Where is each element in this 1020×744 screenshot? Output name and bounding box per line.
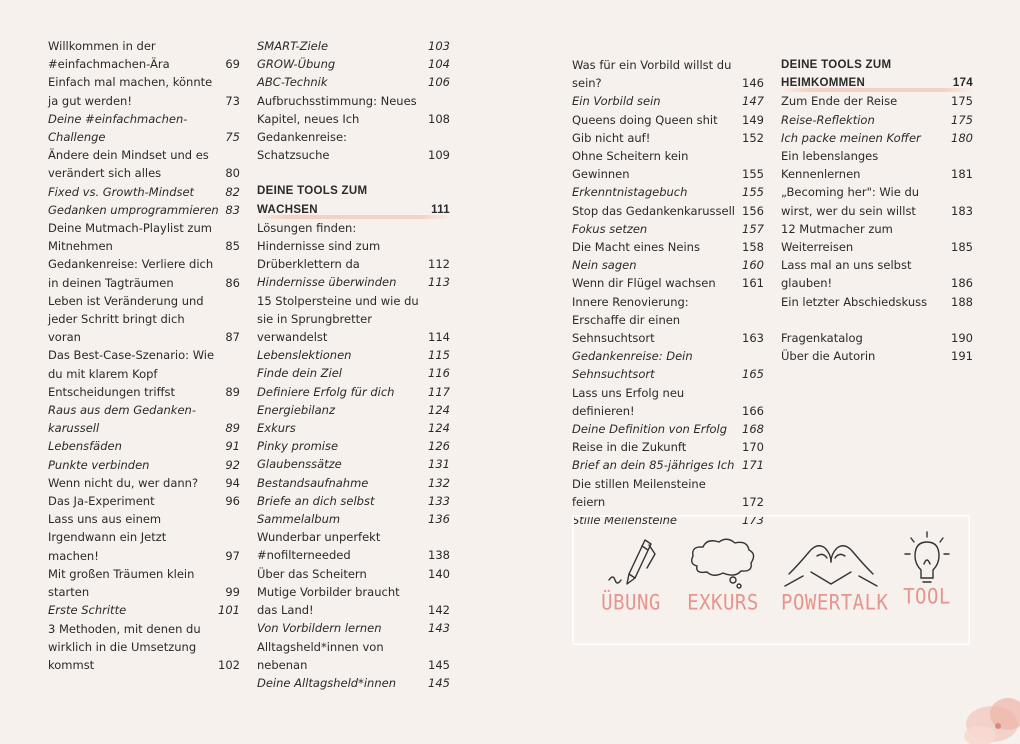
toc-column-2	[257, 37, 450, 692]
toc-entry	[257, 401, 450, 419]
flower-decoration	[960, 684, 1020, 744]
toc-entry-page: 188	[951, 294, 973, 309]
toc-entry-page: 108	[428, 111, 450, 126]
toc-entry	[781, 183, 973, 219]
toc-entry-title: „Becoming her": Wie du wirst, wer du sein willst	[781, 185, 920, 218]
toc-entry-page: 102	[218, 657, 240, 672]
toc-entry-title: Hindernisse überwinden	[257, 275, 397, 290]
toc-entry-title: Von Vorbildern lernen	[257, 621, 382, 636]
legend-item-tool	[899, 528, 955, 608]
toc-entry-title: Sammelalbum	[257, 512, 341, 527]
toc-entry-page: 89	[225, 384, 240, 399]
toc-entry	[572, 256, 764, 274]
toc-entry-page: 181	[951, 167, 973, 182]
toc-entry-page: 171	[742, 458, 764, 473]
toc-entry-title: Alltagsheld*innen von nebenan	[257, 639, 384, 672]
toc-entry	[48, 201, 240, 219]
toc-entry-page: 180	[951, 130, 973, 145]
toc-entry	[257, 73, 450, 91]
toc-entry-title: SMART-Ziele	[257, 39, 329, 53]
toc-entry-title: Deine Definition von Erfolg	[572, 422, 728, 437]
toc-entry-title: Zum Ende der Reise	[781, 94, 898, 109]
toc-entry	[572, 183, 764, 201]
toc-entry-page: 99	[225, 585, 240, 600]
toc-entry	[48, 255, 240, 291]
legend-label: POWERTALK	[781, 590, 889, 616]
toc-entry-title: Gedankenreise: Schatzsuche	[257, 130, 347, 163]
toc-entry-page: 73	[225, 93, 240, 108]
toc-entry-page: 92	[225, 457, 240, 472]
toc-entry	[257, 674, 450, 692]
toc-entry-title: Wunderbar unperfekt #nofilterneeded	[257, 530, 381, 563]
toc-entry-page: 146	[742, 76, 764, 91]
toc-entry	[572, 475, 764, 511]
toc-entry-page: 166	[742, 403, 764, 418]
toc-entry-page: 83	[225, 202, 240, 217]
toc-entry-page: 111	[431, 203, 450, 216]
toc-entry-page: 85	[225, 239, 240, 254]
toc-entry-title: Nein sagen	[572, 258, 637, 273]
toc-entry-title: Deine Alltagsheld*innen	[257, 675, 396, 690]
toc-entry	[48, 456, 240, 474]
toc-entry-page: 185	[951, 240, 973, 255]
toc-entry-title: Stille Meilensteine	[572, 513, 678, 528]
toc-entry-title: 15 Stolpersteine und wie du sie in Sprungbretter verwandelst	[257, 293, 419, 345]
toc-entry	[257, 346, 450, 364]
toc-entry-title: Fixed vs. Growth-Mindset	[48, 184, 195, 199]
toc-entry	[257, 492, 450, 510]
toc-entry-title: Aufbruchsstimmung: Neues Kapitel, neues Ich	[257, 93, 417, 126]
heart-hands-icon	[781, 534, 881, 592]
legend-label: ÜBUNG	[601, 590, 661, 616]
toc-entry-title: Gedanken umprogrammieren	[48, 202, 219, 217]
toc-entry	[572, 347, 764, 383]
toc-entry-title: Leben ist Veränderung und jeder Schritt bringt dich voran	[48, 293, 204, 345]
toc-entry-page: 155	[742, 185, 764, 200]
toc-entry-title: Die Macht eines Neins	[572, 240, 700, 255]
toc-entry-page: 133	[428, 493, 450, 508]
toc-entry-page: 136	[428, 512, 450, 527]
toc-entry	[257, 92, 450, 128]
toc-entry-page: 69	[225, 57, 240, 72]
toc-entry	[257, 37, 450, 55]
toc-entry-page: 138	[428, 548, 450, 563]
toc-entry-title: Gib nicht auf!	[572, 130, 651, 145]
toc-entry-page: 112	[428, 257, 450, 272]
toc-entry	[572, 456, 764, 474]
toc-entry-page: 75	[225, 130, 240, 145]
toc-entry	[572, 420, 764, 438]
toc-entry	[257, 273, 450, 291]
toc-entry	[257, 55, 450, 73]
thought-cloud-icon	[683, 534, 763, 592]
toc-entry	[572, 129, 764, 147]
toc-entry-title: Reise-Reflektion	[781, 112, 875, 127]
toc-entry-page: 165	[742, 367, 764, 382]
toc-entry-page: 140	[428, 566, 450, 581]
toc-entry	[48, 565, 240, 601]
toc-entry-title: Wenn dir Flügel wachsen	[572, 276, 716, 291]
toc-entry-title: Pinky promise	[257, 439, 339, 454]
toc-entry-title: Stop das Gedankenkarussell	[572, 203, 735, 218]
toc-entry-title: Das Ja-Experiment	[48, 494, 155, 509]
toc-entry	[572, 238, 764, 256]
toc-entry	[257, 474, 450, 492]
toc-entry-page: 175	[951, 94, 973, 109]
toc-entry-page: 158	[742, 240, 764, 255]
toc-entry	[781, 92, 973, 110]
toc-entry-page: 191	[951, 349, 973, 364]
toc-entry	[572, 111, 764, 129]
toc-entry	[781, 111, 973, 129]
toc-entry-title: Wenn nicht du, wer dann?	[48, 475, 199, 490]
toc-entry	[257, 583, 450, 619]
toc-entry	[572, 384, 764, 420]
toc-entry-page: 170	[742, 440, 764, 455]
toc-entry-title: Das Best-Case-Szenario: Wie du mit klarem Kopf Entscheidungen triffst	[48, 348, 215, 399]
toc-entry-title: Deine #einfachmachen-Challenge	[48, 111, 188, 145]
toc-entry-title: Über das Scheitern	[257, 566, 367, 581]
toc-entry-title: Queens doing Queen shit	[572, 112, 718, 127]
toc-entry-title: Was für ein Vorbild willst du sein?	[572, 58, 732, 91]
legend-item-exkurs	[683, 534, 763, 614]
toc-entry-page: 82	[225, 184, 240, 199]
toc-entry-title: Raus aus dem Gedanken-karussell	[48, 403, 196, 436]
toc-entry-page: 116	[428, 366, 450, 381]
toc-entry-title: Reise in die Zukunft	[572, 440, 687, 455]
toc-entry-page: 186	[951, 276, 973, 291]
toc-entry-page: 94	[225, 475, 240, 490]
toc-entry-page: 132	[428, 475, 450, 490]
toc-entry-title: Ein Vorbild sein	[572, 94, 661, 109]
toc-entry-title: DEINE TOOLS ZUM HEIMKOMMEN	[781, 59, 892, 90]
toc-entry-page: 101	[218, 603, 240, 618]
toc-entry	[781, 329, 973, 347]
toc-entry-title: GROW-Übung	[257, 57, 336, 72]
toc-entry-page: 183	[951, 203, 973, 218]
legend-label: TOOL	[903, 584, 951, 610]
toc-entry	[572, 202, 764, 220]
toc-entry-title: Fokus setzen	[572, 221, 648, 236]
toc-entry	[48, 183, 240, 201]
toc-entry-title: ABC-Technik	[257, 75, 328, 90]
toc-entry	[48, 437, 240, 455]
toc-entry	[257, 383, 450, 401]
toc-entry	[48, 346, 240, 401]
toc-entry	[48, 401, 240, 437]
toc-entry-page: 89	[225, 421, 240, 436]
toc-entry-page: 173	[742, 513, 764, 528]
toc-entry-page: 109	[428, 148, 450, 163]
toc-entry-title: Gedankenreise: Verliere dich in deinen Tagträumen	[48, 257, 214, 290]
toc-entry-title: Erste Schritte	[48, 603, 127, 618]
toc-entry-page: 156	[742, 203, 764, 218]
toc-entry	[572, 56, 764, 92]
toc-entry-title: Ein lebenslanges Kennenlernen	[781, 149, 879, 182]
toc-entry-page: 115	[428, 348, 450, 363]
toc-entry-title: Lass uns Erfolg neu definieren!	[572, 385, 685, 418]
toc-column-4	[781, 56, 973, 365]
toc-entry-page: 160	[742, 258, 764, 273]
toc-entry	[572, 147, 764, 183]
toc-entry	[257, 128, 450, 164]
toc-entry-title: Willkommen in der #einfachmachen-Ära	[48, 39, 170, 72]
toc-entry-title: Über die Autorin	[781, 349, 876, 364]
toc-entry-title: Lösungen finden: Hindernisse sind zum Drüberklettern da	[257, 220, 381, 272]
toc-entry-title: Erkenntnistagebuch	[572, 185, 688, 200]
toc-section-heading	[781, 56, 973, 92]
toc-entry	[781, 129, 973, 147]
toc-entry	[48, 510, 240, 565]
toc-entry	[257, 528, 450, 564]
toc-entry-page: 175	[951, 112, 973, 127]
toc-entry-page: 124	[428, 402, 450, 417]
toc-entry-page: 96	[225, 494, 240, 509]
toc-entry-page: 145	[428, 657, 450, 672]
toc-entry-page: 145	[428, 675, 450, 690]
toc-entry	[257, 510, 450, 528]
toc-entry-title: Innere Renovierung: Erschaffe dir einen Sehnsuchtsort	[572, 294, 689, 346]
toc-entry-title: Lebensfäden	[48, 439, 122, 454]
toc-entry-page: 114	[428, 330, 450, 345]
toc-entry-title: Finde dein Ziel	[257, 366, 342, 381]
toc-entry-title: Bestandsaufnahme	[257, 475, 369, 490]
toc-entry-title: Ändere dein Mindset und es verändert sich alles	[48, 148, 209, 181]
toc-entry-page: 163	[742, 331, 764, 346]
toc-entry	[572, 92, 764, 110]
toc-entry	[257, 292, 450, 347]
toc-entry	[257, 219, 450, 274]
toc-entry-title: Deine Mutmach-Playlist zum Mitnehmen	[48, 221, 212, 254]
pen-icon	[595, 534, 667, 592]
toc-entry	[48, 292, 240, 347]
toc-entry-page: 103	[428, 39, 450, 53]
toc-entry-title: Fragenkatalog	[781, 330, 863, 345]
toc-entry-page: 113	[428, 275, 450, 290]
toc-entry	[781, 147, 973, 183]
toc-entry	[572, 438, 764, 456]
toc-entry-page: 126	[428, 439, 450, 454]
toc-entry-title: DEINE TOOLS ZUM WACHSEN	[257, 185, 368, 216]
toc-entry-title: Glaubenssätze	[257, 457, 342, 472]
toc-entry-page: 104	[428, 57, 450, 72]
toc-entry	[257, 437, 450, 455]
toc-entry-page: 124	[428, 421, 450, 436]
legend-item-powertalk	[781, 534, 889, 616]
toc-entry-page: 142	[428, 603, 450, 618]
toc-entry-page: 149	[742, 112, 764, 127]
toc-entry	[257, 565, 450, 583]
toc-entry	[781, 256, 973, 292]
toc-entry-title: Ich packe meinen Koffer	[781, 130, 921, 145]
toc-entry-title: Lebenslektionen	[257, 348, 352, 363]
toc-entry-title: Mutige Vorbilder braucht das Land!	[257, 584, 400, 618]
toc-entry	[48, 219, 240, 255]
toc-entry	[48, 110, 240, 146]
toc-entry	[572, 293, 764, 348]
toc-entry-title: Mit großen Träumen klein starten	[48, 566, 195, 600]
toc-entry-page: 87	[225, 330, 240, 345]
toc-entry-page: 143	[428, 621, 450, 636]
legend-label: EXKURS	[687, 590, 759, 616]
toc-entry-page: 106	[428, 75, 450, 90]
toc-entry-title: Ein letzter Abschiedskuss	[781, 294, 928, 309]
toc-entry-title: Die stillen Meilensteine feiern	[572, 476, 706, 509]
legend-item-uebung	[595, 534, 667, 614]
toc-entry-page: 161	[742, 276, 764, 291]
toc-entry	[781, 347, 973, 365]
toc-entry-title: Ohne Scheitern kein Gewinnen	[572, 149, 689, 182]
toc-entry-page: 168	[742, 422, 764, 437]
toc-entry-title: 12 Mutmacher zum Weiterreisen	[781, 221, 893, 255]
toc-entry	[572, 220, 764, 238]
toc-entry	[48, 146, 240, 182]
spacer	[781, 311, 973, 329]
toc-entry-title: Einfach mal machen, könnte ja gut werden!	[48, 75, 213, 108]
toc-entry	[781, 293, 973, 311]
toc-entry-page: 86	[225, 275, 240, 290]
toc-entry-title: Brief an dein 85-jähriges Ich	[572, 458, 735, 473]
toc-entry-page: 131	[428, 457, 450, 472]
toc-entry-page: 155	[742, 167, 764, 182]
toc-entry-page: 147	[742, 94, 764, 109]
toc-entry	[48, 601, 240, 619]
toc-entry-page: 172	[742, 494, 764, 509]
spacer	[257, 164, 450, 182]
toc-entry	[781, 220, 973, 256]
lightbulb-icon	[899, 528, 955, 592]
toc-entry	[257, 364, 450, 382]
toc-column-3	[572, 56, 764, 529]
toc-entry	[48, 492, 240, 510]
toc-entry	[48, 620, 240, 675]
toc-entry	[48, 37, 240, 73]
toc-section-heading	[257, 182, 450, 218]
toc-entry	[48, 474, 240, 492]
toc-entry-title: Briefe an dich selbst	[257, 493, 375, 508]
toc-entry-page: 117	[428, 384, 450, 399]
toc-entry-page: 91	[225, 439, 240, 454]
toc-entry-title: Punkte verbinden	[48, 457, 150, 472]
toc-entry-page: 174	[952, 77, 973, 90]
toc-entry-title: Exkurs	[257, 421, 296, 436]
toc-entry	[257, 419, 450, 437]
toc-entry-title: Lass uns aus einem Irgendwann ein Jetzt machen!	[48, 512, 167, 563]
toc-entry-page: 157	[742, 221, 764, 236]
toc-entry-title: Lass mal an uns selbst glauben!	[781, 258, 912, 291]
toc-entry-title: 3 Methoden, mit denen du wirklich in die Umsetzung kommst	[48, 621, 201, 672]
toc-column-1	[48, 37, 240, 674]
toc-entry-page: 152	[742, 130, 764, 145]
toc-entry-title: Energiebilanz	[257, 402, 335, 417]
toc-entry	[257, 619, 450, 637]
toc-entry-title: Definiere Erfolg für dich	[257, 384, 395, 399]
toc-entry	[572, 274, 764, 292]
toc-entry	[48, 73, 240, 109]
toc-entry	[257, 455, 450, 473]
toc-entry-page: 97	[225, 548, 240, 563]
legend-box	[572, 515, 970, 645]
toc-entry	[257, 638, 450, 674]
toc-entry-page: 190	[951, 330, 973, 345]
toc-entry-page: 80	[225, 166, 240, 181]
toc-entry-title: Gedankenreise: Dein Sehnsuchtsort	[572, 349, 693, 382]
